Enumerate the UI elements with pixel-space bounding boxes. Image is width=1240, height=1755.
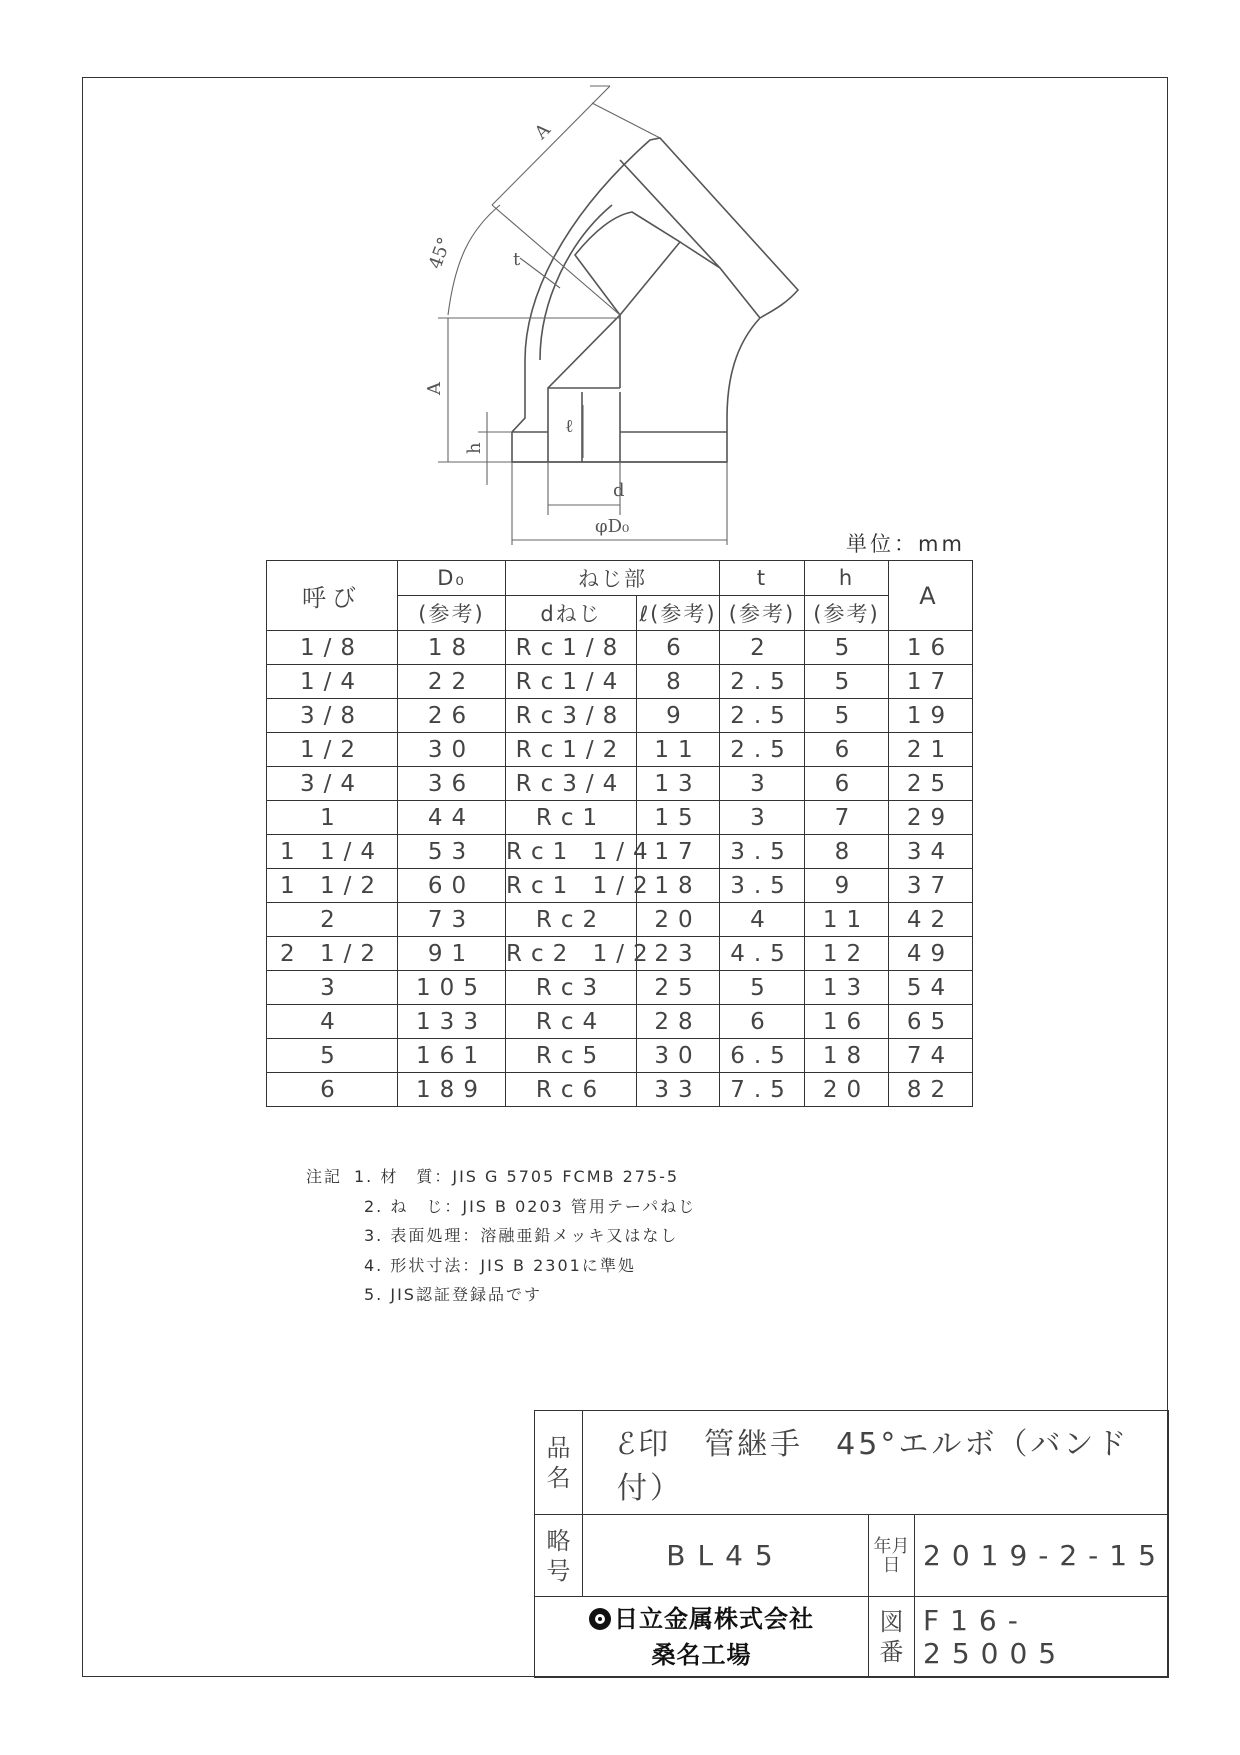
cell-h: 20: [805, 1073, 889, 1107]
header-a: A: [889, 561, 973, 631]
cell-do: 133: [398, 1005, 506, 1039]
cell-a: 29: [889, 801, 973, 835]
cell-ell: 9: [637, 699, 720, 733]
header-do-sub: (参考): [398, 596, 506, 631]
cell-do: 53: [398, 835, 506, 869]
cell-t: 6.5: [720, 1039, 805, 1073]
cell-yobi: 2 1/2: [267, 937, 398, 971]
date-value: 2019-2-15: [915, 1515, 1169, 1597]
cell-yobi: 1: [267, 801, 398, 835]
cell-ell: 30: [637, 1039, 720, 1073]
hinmei-label: 品名: [535, 1411, 583, 1515]
header-t: t: [720, 561, 805, 596]
cell-ell: 33: [637, 1073, 720, 1107]
table-row: [267, 1005, 973, 1039]
note-item: 1. 材 質：JIS G 5705 FCMB 275-5: [354, 1167, 680, 1186]
cell-yobi: 1 1/4: [267, 835, 398, 869]
table-row: [267, 801, 973, 835]
cell-a: 17: [889, 665, 973, 699]
notes: [306, 1162, 696, 1310]
header-ell: ℓ(参考): [637, 596, 720, 631]
cell-ell: 6: [637, 631, 720, 665]
cell-do: 105: [398, 971, 506, 1005]
note-item: 2. ね じ：JIS B 0203 管用テーパねじ: [364, 1196, 697, 1216]
cell-yobi: 1/4: [267, 665, 398, 699]
cell-a: 34: [889, 835, 973, 869]
header-neji: ねじ部: [506, 561, 720, 596]
unit-label: 単位：mm: [846, 532, 965, 556]
cell-d: Rc2: [506, 903, 637, 937]
cell-d: Rc1/8: [506, 631, 637, 665]
cell-ell: 23: [637, 937, 720, 971]
cell-t: 4: [720, 903, 805, 937]
cell-do: 36: [398, 767, 506, 801]
cell-yobi: 3/4: [267, 767, 398, 801]
cell-do: 73: [398, 903, 506, 937]
plant-name: 桑名工場: [651, 1641, 752, 1669]
table-row: [267, 971, 973, 1005]
cell-a: 49: [889, 937, 973, 971]
company-logo-icon: [589, 1608, 611, 1630]
cell-t: 6: [720, 1005, 805, 1039]
table-row: [267, 1073, 973, 1107]
cell-h: 7: [805, 801, 889, 835]
cell-yobi: 3: [267, 971, 398, 1005]
cell-a: 21: [889, 733, 973, 767]
cell-a: 82: [889, 1073, 973, 1107]
cell-d: Rc3: [506, 971, 637, 1005]
cell-yobi: 5: [267, 1039, 398, 1073]
cell-h: 6: [805, 767, 889, 801]
company-cell: [535, 1597, 869, 1678]
note-item: 3. 表面処理：溶融亜鉛メッキ又はなし: [364, 1226, 679, 1245]
header-h: h: [805, 561, 889, 596]
note-item: 5. JIS認証登録品です: [364, 1285, 542, 1304]
cell-d: Rc1 1/4: [506, 835, 637, 869]
dim-d-label: d: [613, 480, 625, 501]
ryakugo-label: 略号: [535, 1515, 583, 1597]
cell-ell: 8: [637, 665, 720, 699]
note-row: [306, 1280, 696, 1310]
cell-ell: 18: [637, 869, 720, 903]
cell-h: 6: [805, 733, 889, 767]
dim-h-label: h: [464, 442, 485, 454]
cell-yobi: 6: [267, 1073, 398, 1107]
note-row: [306, 1251, 696, 1281]
cell-do: 18: [398, 631, 506, 665]
zuban-label: 図番: [869, 1597, 915, 1678]
cell-yobi: 2: [267, 903, 398, 937]
cell-t: 3.5: [720, 869, 805, 903]
cell-h: 11: [805, 903, 889, 937]
table-row: [267, 665, 973, 699]
product-name: [583, 1411, 1169, 1515]
cell-a: 54: [889, 971, 973, 1005]
header-yobi: 呼び: [267, 561, 398, 631]
cell-yobi: 1/8: [267, 631, 398, 665]
cell-d: Rc2 1/2: [506, 937, 637, 971]
cell-h: 5: [805, 631, 889, 665]
cell-do: 22: [398, 665, 506, 699]
cell-h: 16: [805, 1005, 889, 1039]
cell-a: 25: [889, 767, 973, 801]
cell-ell: 25: [637, 971, 720, 1005]
cell-h: 12: [805, 937, 889, 971]
cell-yobi: 4: [267, 1005, 398, 1039]
company-name: 日立金属株式会社: [614, 1605, 814, 1633]
dim-a-side-label: A: [424, 382, 445, 395]
cell-do: 30: [398, 733, 506, 767]
cell-a: 19: [889, 699, 973, 733]
cell-t: 7.5: [720, 1073, 805, 1107]
cell-t: 2.5: [720, 733, 805, 767]
table-row: [267, 699, 973, 733]
cell-do: 91: [398, 937, 506, 971]
cell-a: 16: [889, 631, 973, 665]
table-row: [267, 631, 973, 665]
cell-t: 4.5: [720, 937, 805, 971]
cell-ell: 15: [637, 801, 720, 835]
table-row: [267, 835, 973, 869]
table-row: [267, 903, 973, 937]
cell-ell: 11: [637, 733, 720, 767]
dim-t-label: t: [513, 249, 521, 270]
notes-lead: 注記: [306, 1167, 343, 1186]
dim-ell-label: ℓ: [565, 416, 574, 437]
cell-ell: 13: [637, 767, 720, 801]
cell-yobi: 3/8: [267, 699, 398, 733]
note-item: 4. 形状寸法：JIS B 2301に準処: [364, 1255, 636, 1275]
date-label: 年月日: [869, 1515, 915, 1597]
cell-d: Rc6: [506, 1073, 637, 1107]
dim-do-label: φD₀: [595, 516, 630, 537]
cell-ell: 28: [637, 1005, 720, 1039]
cell-a: 65: [889, 1005, 973, 1039]
cell-ell: 17: [637, 835, 720, 869]
cell-d: Rc1/2: [506, 733, 637, 767]
cell-do: 44: [398, 801, 506, 835]
cell-t: 2.5: [720, 665, 805, 699]
cell-d: Rc1 1/2: [506, 869, 637, 903]
cell-d: Rc3/4: [506, 767, 637, 801]
table-row: [267, 937, 973, 971]
cell-a: 74: [889, 1039, 973, 1073]
note-row: [306, 1192, 696, 1222]
cell-do: 189: [398, 1073, 506, 1107]
cell-a: 37: [889, 869, 973, 903]
cell-do: 161: [398, 1039, 506, 1073]
cell-do: 60: [398, 869, 506, 903]
zuban-value: F16-25005: [915, 1597, 1169, 1678]
note-row: [306, 1221, 696, 1251]
note-row: [306, 1162, 696, 1192]
dim-a-top-label: A: [530, 119, 555, 144]
table-row: [267, 869, 973, 903]
cell-d: Rc5: [506, 1039, 637, 1073]
cell-h: 18: [805, 1039, 889, 1073]
cell-t: 2: [720, 631, 805, 665]
product-name-text: 印 管継手 45°エルボ（バンド付）: [617, 1426, 1130, 1506]
elbow-drawing: [0, 0, 1240, 560]
cell-t: 3: [720, 767, 805, 801]
cell-t: 5: [720, 971, 805, 1005]
dim-angle-label: 45°: [424, 234, 456, 272]
cell-yobi: 1 1/2: [267, 869, 398, 903]
cell-d: Rc1: [506, 801, 637, 835]
header-d-neji: dねじ: [506, 596, 637, 631]
cell-d: Rc3/8: [506, 699, 637, 733]
spec-table: [266, 560, 973, 1107]
cell-ell: 20: [637, 903, 720, 937]
header-t-sub: (参考): [720, 596, 805, 631]
header-h-sub: (参考): [805, 596, 889, 631]
cell-h: 13: [805, 971, 889, 1005]
table-row: [267, 767, 973, 801]
title-block: [534, 1410, 1169, 1678]
brand-mark-icon: ℰ: [617, 1426, 639, 1462]
cell-t: 2.5: [720, 699, 805, 733]
cell-h: 5: [805, 699, 889, 733]
cell-do: 26: [398, 699, 506, 733]
cell-d: Rc4: [506, 1005, 637, 1039]
spec-table-body: [267, 631, 973, 1107]
ryakugo-value: BL45: [583, 1515, 869, 1597]
cell-t: 3: [720, 801, 805, 835]
table-row: [267, 1039, 973, 1073]
cell-h: 9: [805, 869, 889, 903]
cell-d: Rc1/4: [506, 665, 637, 699]
cell-h: 5: [805, 665, 889, 699]
table-row: [267, 733, 973, 767]
cell-t: 3.5: [720, 835, 805, 869]
header-do: D₀: [398, 561, 506, 596]
cell-yobi: 1/2: [267, 733, 398, 767]
cell-a: 42: [889, 903, 973, 937]
cell-h: 8: [805, 835, 889, 869]
